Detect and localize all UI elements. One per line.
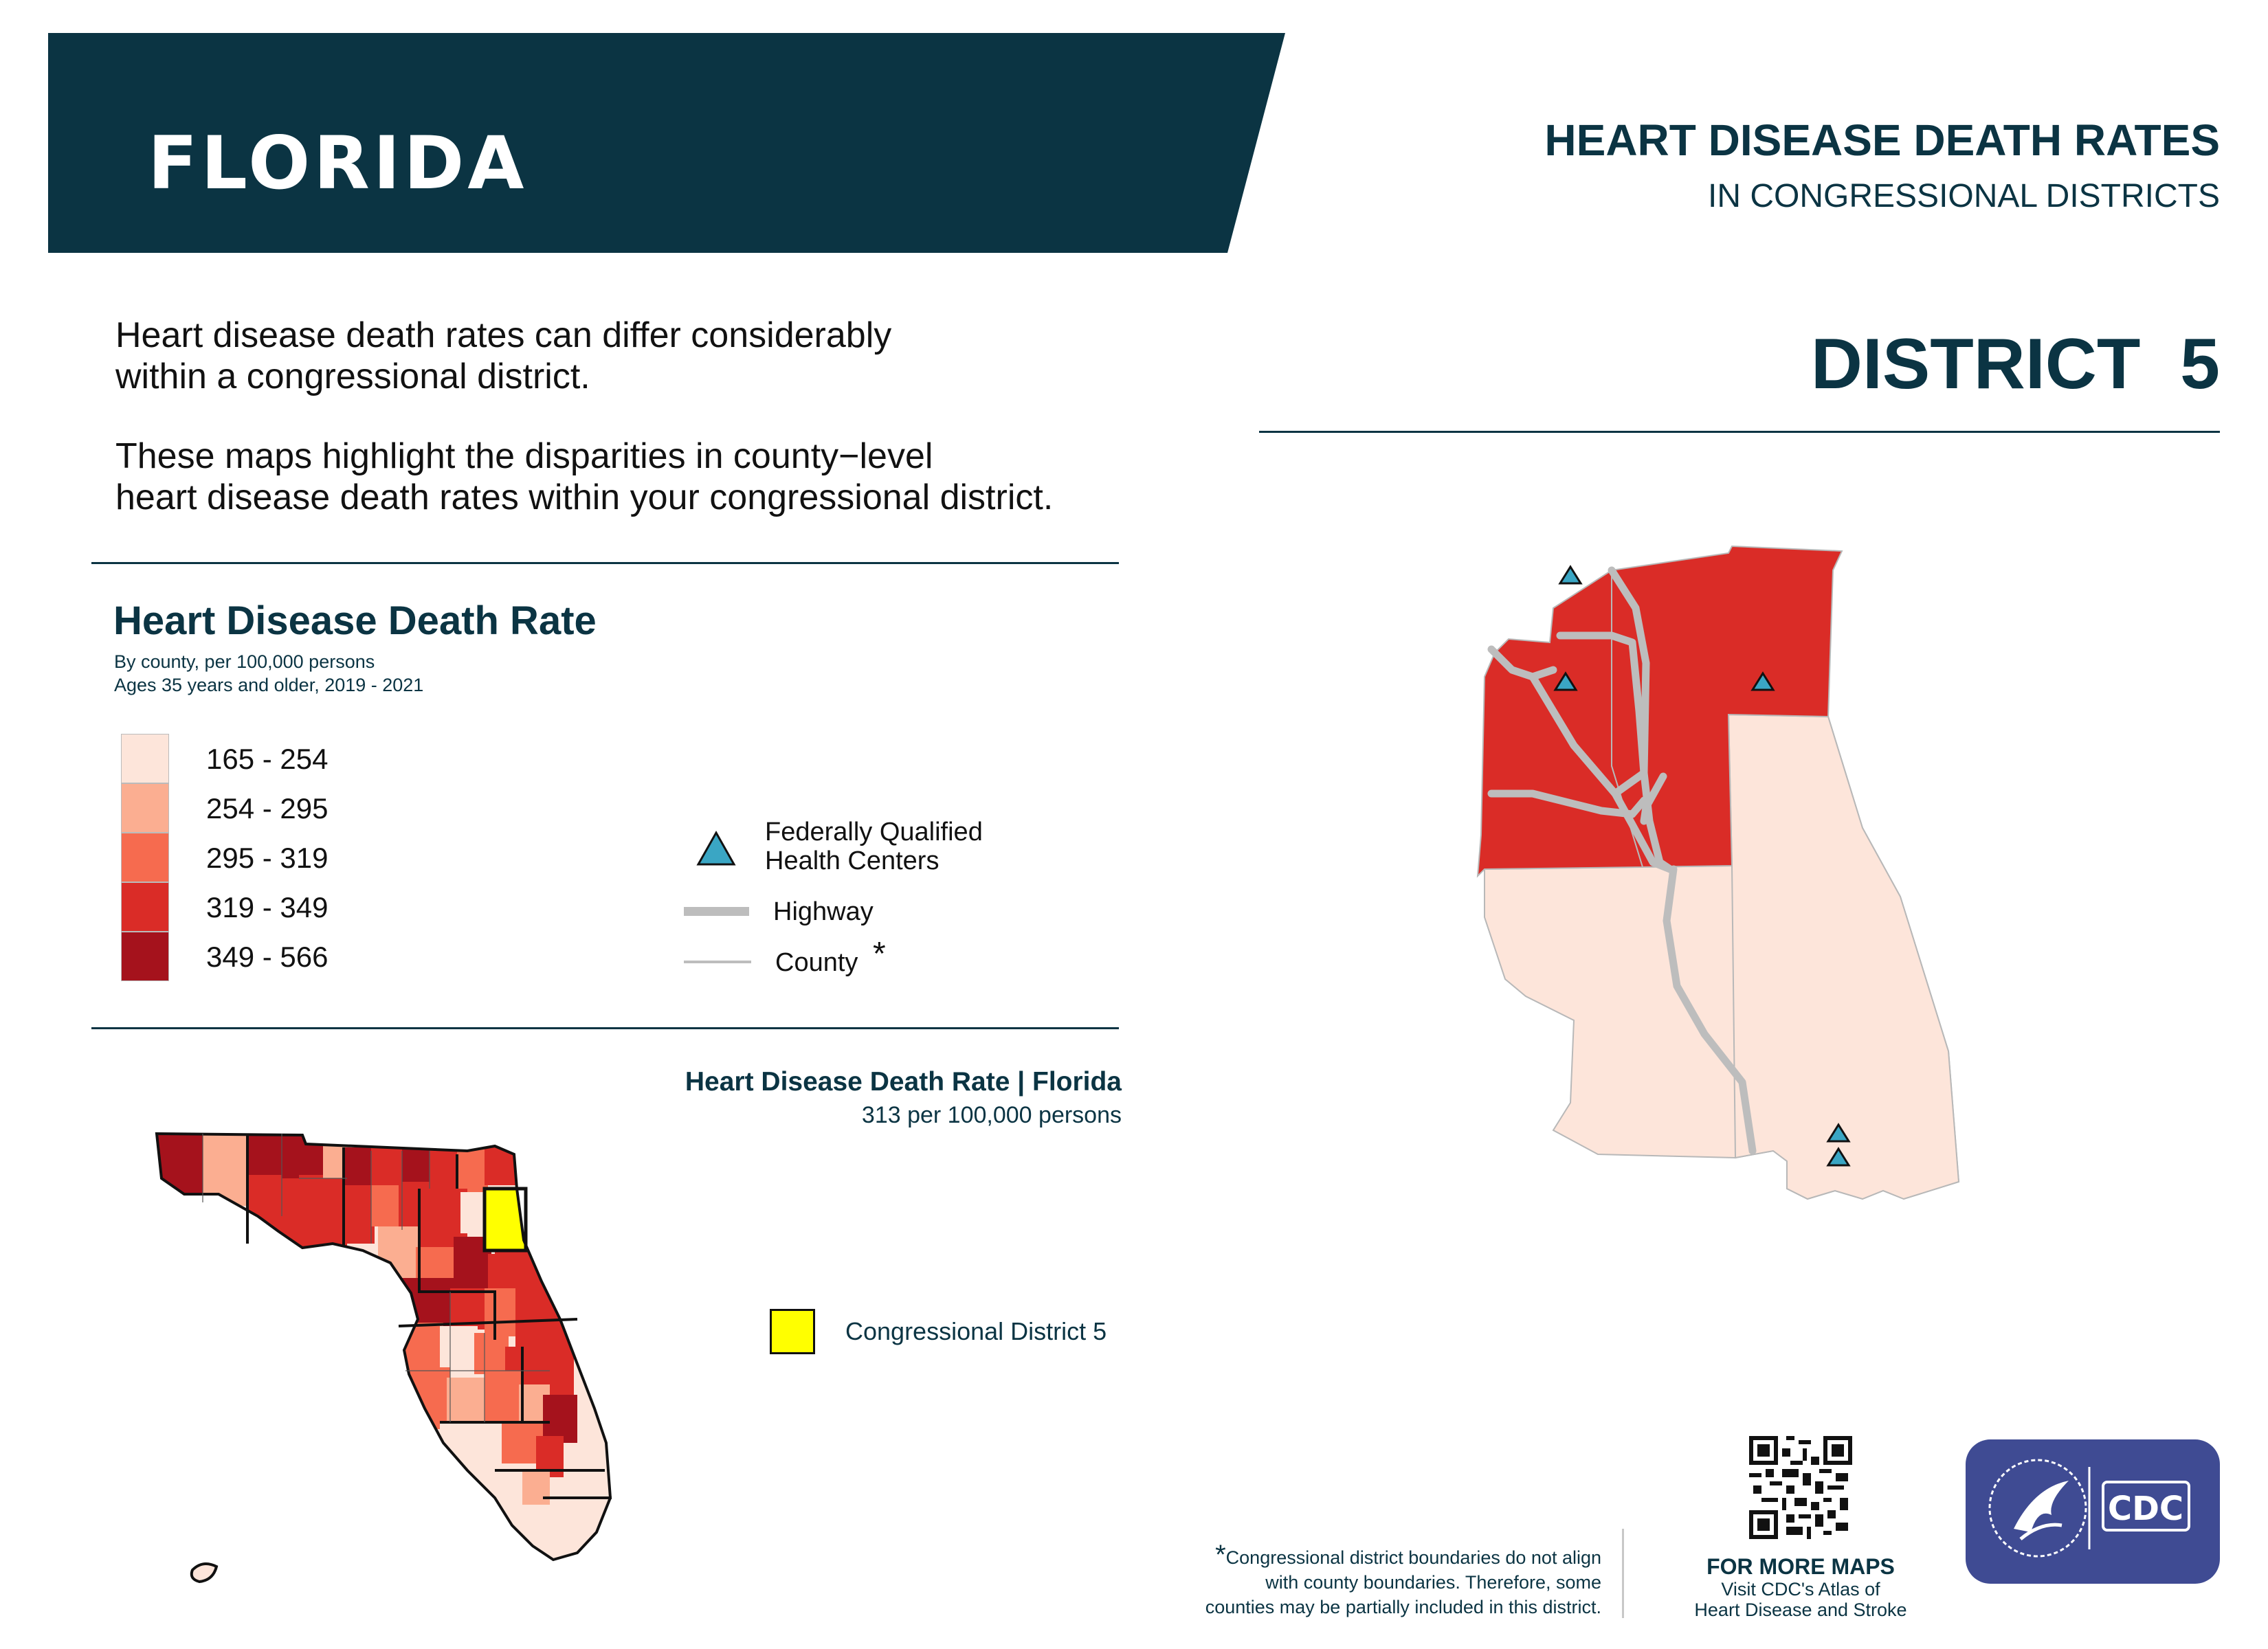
legend-highway-label: Highway	[773, 897, 874, 926]
district-label: DISTRICT 5	[1810, 324, 2220, 404]
page-subtitle: IN CONGRESSIONAL DISTRICTS	[1708, 178, 2220, 214]
boundary-footnote	[1120, 1540, 1601, 1619]
legend-subtitle-ages: Ages 35 years and older, 2019 - 2021	[114, 675, 424, 695]
legend-label-class-3: 295 - 319	[206, 842, 329, 874]
legend-subtitle-units: By county, per 100,000 persons	[114, 651, 375, 672]
intro-line: heart disease death rates within your congressional district.	[115, 478, 1054, 517]
legend-label-class-4: 319 - 349	[206, 891, 329, 923]
legend-swatch-class-4	[121, 882, 169, 932]
legend-swatch-class-5	[121, 932, 169, 981]
footnote-text: Congressional district boundaries do not align	[1225, 1547, 1601, 1568]
more-maps-line: Heart Disease and Stroke	[1694, 1600, 1907, 1620]
footnote-star: *	[1215, 1540, 1226, 1570]
intro-line: Heart disease death rates can differ considerably	[115, 315, 892, 355]
cd-legend-swatch	[770, 1309, 815, 1354]
page-title: HEART DISEASE DEATH RATES	[1544, 115, 2220, 165]
fqhc-triangle-icon	[696, 830, 737, 868]
legend-label-class-1: 165 - 254	[206, 743, 329, 775]
hhs-cdc-logo-art	[1966, 1439, 2220, 1584]
fqhc-triangle-icon	[1560, 567, 1581, 583]
county-line-icon	[684, 961, 751, 963]
legend-swatch-class-1	[121, 734, 169, 783]
cd-legend-label: Congressional District 5	[845, 1317, 1107, 1345]
legend-top-divider	[91, 562, 1119, 564]
footer-divider	[1622, 1529, 1624, 1618]
footnote-line: with county boundaries. Therefore, some	[1265, 1572, 1601, 1593]
highway-line-icon	[684, 907, 749, 916]
legend-swatch-class-2	[121, 783, 169, 833]
intro-line: These maps highlight the disparities in county−level	[115, 436, 933, 476]
legend-title: Heart Disease Death Rate	[113, 598, 597, 643]
district-map	[1464, 539, 1979, 1213]
hhs-cdc-logo-icon	[1966, 1439, 2220, 1584]
more-maps-block[interactable]	[1663, 1554, 1938, 1620]
legend-fqhc-line: Health Centers	[765, 846, 940, 875]
legend-label-class-5: 349 - 566	[206, 941, 329, 973]
footnote-line	[1120, 1540, 1601, 1570]
footnote-line: counties may be partially included in this district.	[1205, 1597, 1601, 1617]
intro-paragraph-1	[115, 315, 1146, 397]
more-maps-line: Visit CDC's Atlas of	[1721, 1579, 1880, 1600]
intro-paragraph-2	[115, 436, 1146, 518]
legend-bottom-divider	[91, 1027, 1119, 1029]
legend-county-label: County	[775, 948, 858, 977]
more-maps-heading: FOR MORE MAPS	[1706, 1554, 1895, 1579]
qr-code-icon[interactable]	[1749, 1436, 1852, 1539]
intro-line: within a congressional district.	[115, 357, 590, 396]
county-footnote-star: *	[873, 936, 886, 972]
florida-state-map	[137, 1113, 632, 1594]
state-name: FLORIDA	[148, 121, 528, 205]
legend-fqhc-line: Federally Qualified	[765, 818, 983, 846]
district-divider	[1259, 431, 2220, 433]
state-rate-value: 313 per 100,000 persons	[861, 1102, 1122, 1128]
legend-swatch-class-3	[121, 833, 169, 882]
legend-fqhc-label	[765, 818, 983, 875]
legend-label-class-2: 254 - 295	[206, 792, 329, 824]
cdc-logo-text: CDC	[2107, 1490, 2184, 1528]
state-rate-title: Heart Disease Death Rate | Florida	[685, 1067, 1122, 1097]
county-south-east	[1728, 715, 1959, 1199]
